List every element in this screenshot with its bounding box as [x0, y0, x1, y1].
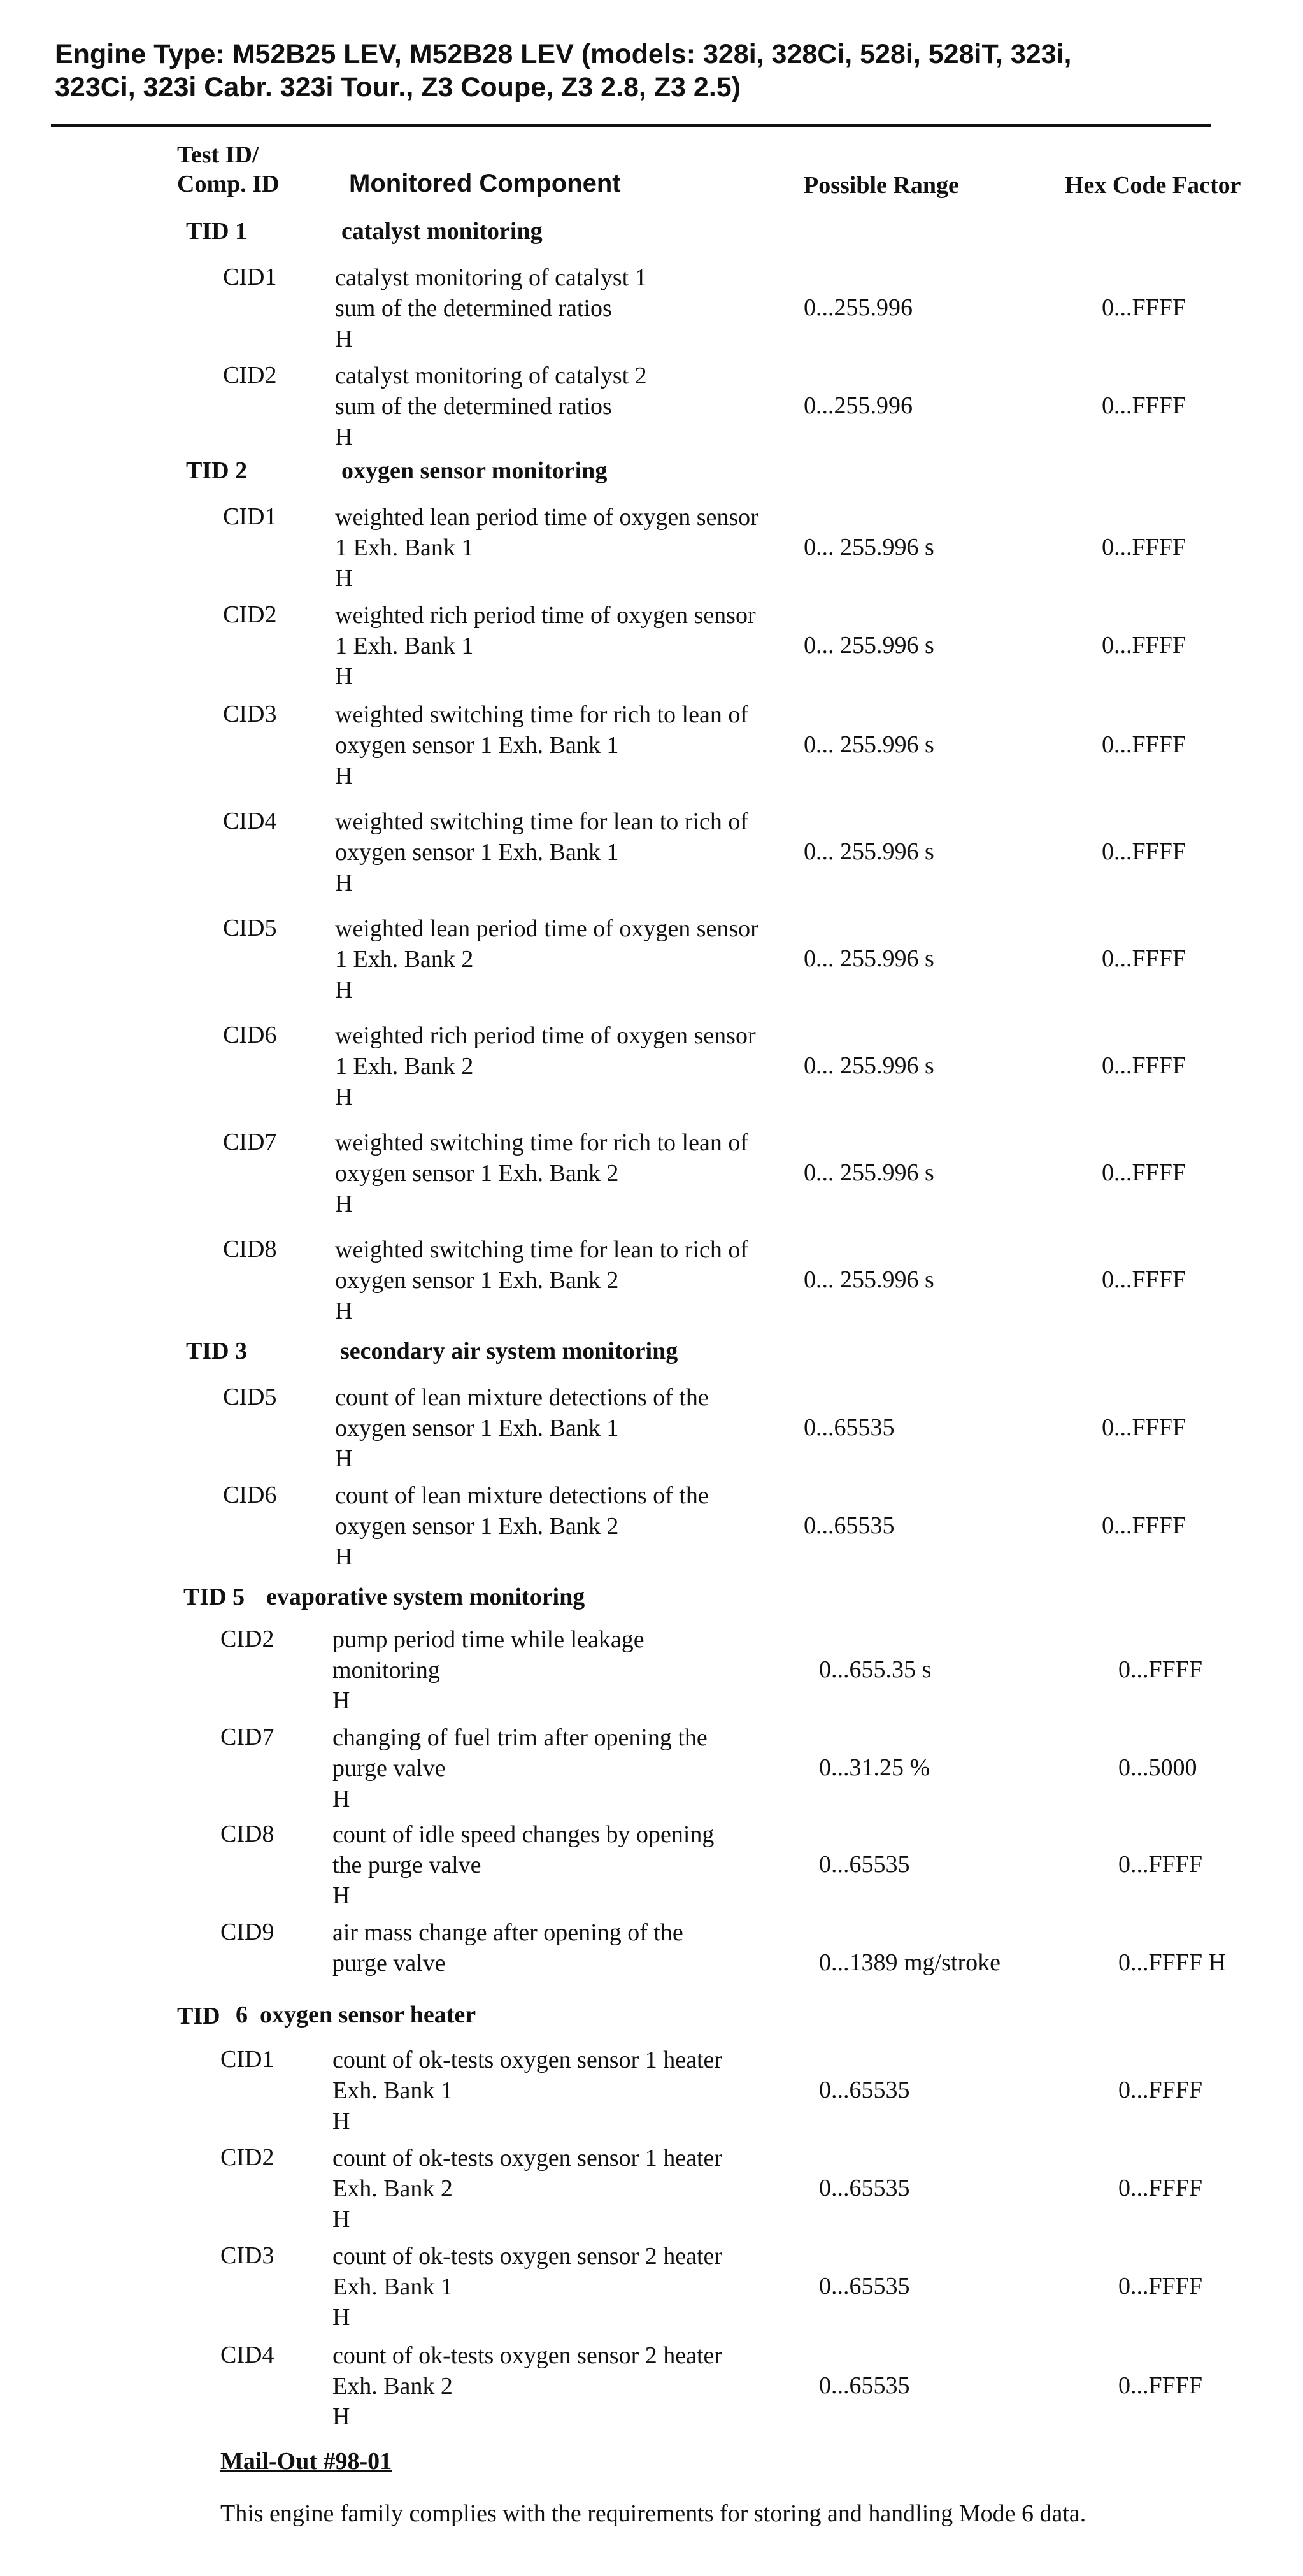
- row-range: 0...1389 mg/stroke: [819, 1949, 1000, 1976]
- row-desc-line-1: air mass change after opening of the: [332, 1919, 683, 1946]
- row-range: 0...65535: [819, 2273, 910, 2300]
- row-range: 0... 255.996 s: [804, 1159, 934, 1186]
- row-desc-line-3: H: [335, 762, 353, 789]
- row-desc-line-3: H: [332, 1882, 350, 1909]
- row-cid: CID2: [220, 2144, 274, 2171]
- row-desc-line-2: oxygen sensor 1 Exh. Bank 2: [335, 1513, 619, 1540]
- row-range: 0... 255.996 s: [804, 1052, 934, 1079]
- row-cid: CID6: [223, 1022, 277, 1048]
- header-hex-code-factor: Hex Code Factor: [1065, 172, 1241, 199]
- row-desc-line-2: oxygen sensor 1 Exh. Bank 2: [335, 1160, 619, 1187]
- section-tid: TID 1: [186, 218, 248, 245]
- row-cid: CID3: [223, 701, 277, 727]
- row-desc-line-3: H: [332, 1687, 350, 1714]
- row-hex: 0...FFFF: [1102, 1159, 1186, 1186]
- row-cid: CID1: [220, 2046, 274, 2073]
- row-range: 0...65535: [819, 2077, 910, 2103]
- compliance-note: This engine family complies with the requirements for storing and handling Mode 6 data.: [220, 2500, 1086, 2527]
- row-desc-line-3: H: [332, 2206, 350, 2233]
- section-tid: TID 3: [186, 1338, 248, 1364]
- row-range: 0...255.996: [804, 294, 913, 321]
- section-tid: TID 2: [186, 457, 248, 484]
- section-name: oxygen sensor heater: [260, 2001, 476, 2028]
- row-cid: CID9: [220, 1919, 274, 1945]
- row-hex: 0...FFFF: [1102, 1052, 1186, 1079]
- row-desc-line-1: weighted switching time for lean to rich of: [335, 808, 748, 835]
- row-cid: CID3: [220, 2242, 274, 2269]
- row-range: 0...65535: [819, 2372, 910, 2399]
- header-comp-id: Comp. ID: [177, 171, 280, 197]
- row-desc-line-1: count of ok-tests oxygen sensor 2 heater: [332, 2243, 723, 2270]
- row-desc-line-3: H: [335, 1084, 353, 1110]
- row-desc-line-1: catalyst monitoring of catalyst 2: [335, 362, 647, 389]
- row-desc-line-3: H: [335, 1445, 353, 1472]
- row-cid: CID7: [220, 1724, 274, 1750]
- row-hex: 0...FFFF: [1102, 392, 1186, 419]
- row-desc-line-2: Exh. Bank 2: [332, 2175, 453, 2202]
- row-desc-line-3: H: [335, 565, 353, 592]
- row-range: 0... 255.996 s: [804, 838, 934, 865]
- row-desc-line-3: H: [335, 1543, 353, 1570]
- row-hex: 0...5000: [1118, 1754, 1197, 1781]
- row-hex: 0...FFFF: [1118, 2077, 1203, 2103]
- row-desc-line-2: Exh. Bank 1: [332, 2077, 453, 2104]
- row-desc-line-3: H: [332, 2108, 350, 2135]
- row-desc-line-2: oxygen sensor 1 Exh. Bank 1: [335, 1415, 619, 1442]
- row-cid: CID4: [223, 808, 277, 834]
- row-range: 0...31.25 %: [819, 1754, 930, 1781]
- row-range: 0...65535: [804, 1512, 895, 1539]
- row-desc-line-1: pump period time while leakage: [332, 1626, 644, 1653]
- row-hex: 0...FFFF: [1118, 2372, 1203, 2399]
- row-desc-line-3: H: [335, 977, 353, 1003]
- row-range: 0... 255.996 s: [804, 534, 934, 561]
- row-hex: 0...FFFF: [1102, 731, 1186, 758]
- row-desc-line-2: 1 Exh. Bank 2: [335, 946, 474, 973]
- row-cid: CID1: [223, 503, 277, 530]
- mail-out-heading: Mail-Out #98-01: [220, 2448, 392, 2475]
- row-desc-line-1: weighted rich period time of oxygen sensor: [335, 1022, 756, 1049]
- row-range: 0... 255.996 s: [804, 1266, 934, 1293]
- section-tid: TID: [177, 2003, 220, 2029]
- section-tid: TID 5: [183, 1584, 245, 1610]
- row-cid: CID2: [220, 1626, 274, 1652]
- row-desc-line-2: purge valve: [332, 1950, 446, 1977]
- row-desc-line-2: sum of the determined ratios: [335, 295, 612, 322]
- row-hex: 0...FFFF: [1102, 294, 1186, 321]
- row-desc-line-2: Exh. Bank 2: [332, 2373, 453, 2400]
- row-desc-line-1: weighted lean period time of oxygen sensor: [335, 504, 758, 531]
- row-desc-line-3: H: [332, 2304, 350, 2331]
- row-desc-line-3: H: [335, 869, 353, 896]
- row-cid: CID5: [223, 1384, 277, 1410]
- section-name: secondary air system monitoring: [340, 1338, 678, 1364]
- row-range: 0... 255.996 s: [804, 945, 934, 972]
- row-hex: 0...FFFF H: [1118, 1949, 1226, 1976]
- row-hex: 0...FFFF: [1118, 1656, 1203, 1683]
- row-hex: 0...FFFF: [1102, 945, 1186, 972]
- row-desc-line-1: weighted lean period time of oxygen sensor: [335, 915, 758, 942]
- row-desc-line-1: count of ok-tests oxygen sensor 1 heater: [332, 2145, 723, 2172]
- row-hex: 0...FFFF: [1102, 1512, 1186, 1539]
- row-desc-line-2: the purge valve: [332, 1852, 481, 1878]
- row-desc-line-1: weighted switching time for rich to lean of: [335, 701, 748, 728]
- row-range: 0...65535: [819, 2175, 910, 2201]
- row-desc-line-1: count of lean mixture detections of the: [335, 1482, 709, 1509]
- row-desc-line-2: 1 Exh. Bank 2: [335, 1053, 474, 1080]
- row-cid: CID4: [220, 2342, 274, 2368]
- row-desc-line-2: sum of the determined ratios: [335, 393, 612, 420]
- row-desc-line-2: purge valve: [332, 1755, 446, 1782]
- row-range: 0... 255.996 s: [804, 632, 934, 659]
- row-hex: 0...FFFF: [1102, 1414, 1186, 1441]
- row-desc-line-2: 1 Exh. Bank 1: [335, 534, 474, 561]
- row-cid: CID2: [223, 362, 277, 389]
- row-desc-line-3: H: [335, 1191, 353, 1217]
- row-hex: 0...FFFF: [1118, 1851, 1203, 1878]
- row-desc-line-3: H: [335, 424, 353, 450]
- row-cid: CID8: [223, 1236, 277, 1263]
- row-hex: 0...FFFF: [1102, 632, 1186, 659]
- row-hex: 0...FFFF: [1118, 2175, 1203, 2201]
- row-desc-line-2: oxygen sensor 1 Exh. Bank 2: [335, 1267, 619, 1294]
- section-name: oxygen sensor monitoring: [341, 457, 608, 484]
- row-desc-line-3: H: [335, 663, 353, 690]
- row-desc-line-2: 1 Exh. Bank 1: [335, 633, 474, 659]
- row-desc-line-3: H: [335, 1298, 353, 1324]
- header-monitored-component: Monitored Component: [349, 169, 621, 197]
- row-desc-line-2: oxygen sensor 1 Exh. Bank 1: [335, 732, 619, 759]
- row-desc-line-2: monitoring: [332, 1657, 440, 1684]
- row-desc-line-1: count of lean mixture detections of the: [335, 1384, 709, 1411]
- row-cid: CID1: [223, 264, 277, 290]
- row-range: 0... 255.996 s: [804, 731, 934, 758]
- row-cid: CID5: [223, 915, 277, 941]
- section-name: catalyst monitoring: [341, 218, 543, 245]
- row-desc-line-2: Exh. Bank 1: [332, 2273, 453, 2300]
- row-range: 0...655.35 s: [819, 1656, 932, 1683]
- row-desc-line-1: count of ok-tests oxygen sensor 2 heater: [332, 2342, 723, 2369]
- header-test-id: Test ID/: [177, 141, 259, 168]
- row-desc-line-1: count of ok-tests oxygen sensor 1 heater: [332, 2047, 723, 2073]
- row-desc-line-1: weighted switching time for lean to rich of: [335, 1236, 748, 1263]
- title-divider: [51, 124, 1211, 127]
- row-hex: 0...FFFF: [1102, 1266, 1186, 1293]
- row-cid: CID6: [223, 1482, 277, 1508]
- row-desc-line-1: weighted switching time for rich to lean of: [335, 1129, 748, 1156]
- row-range: 0...255.996: [804, 392, 913, 419]
- title-line-2: 323Ci, 323i Cabr. 323i Tour., Z3 Coupe, Z3 2.8, Z3 2.5): [55, 72, 741, 103]
- header-possible-range: Possible Range: [804, 172, 959, 199]
- row-cid: CID7: [223, 1129, 277, 1156]
- row-hex: 0...FFFF: [1102, 838, 1186, 865]
- row-range: 0...65535: [804, 1414, 895, 1441]
- row-desc-line-3: H: [332, 2403, 350, 2430]
- row-cid: CID2: [223, 601, 277, 628]
- row-desc-line-1: count of idle speed changes by opening: [332, 1821, 715, 1848]
- row-desc-line-3: H: [335, 326, 353, 352]
- section-name: evaporative system monitoring: [266, 1584, 585, 1610]
- row-cid: CID8: [220, 1821, 274, 1847]
- row-hex: 0...FFFF: [1118, 2273, 1203, 2300]
- row-desc-line-2: oxygen sensor 1 Exh. Bank 1: [335, 839, 619, 866]
- row-desc-line-3: H: [332, 1785, 350, 1812]
- row-desc-line-1: weighted rich period time of oxygen sensor: [335, 602, 756, 629]
- row-desc-line-1: catalyst monitoring of catalyst 1: [335, 264, 647, 291]
- row-hex: 0...FFFF: [1102, 534, 1186, 561]
- row-range: 0...65535: [819, 1851, 910, 1878]
- row-desc-line-1: changing of fuel trim after opening the: [332, 1724, 708, 1751]
- section-tid-number: 6: [236, 2001, 248, 2028]
- title-line-1: Engine Type: M52B25 LEV, M52B28 LEV (models: 328i, 328Ci, 528i, 528iT, 323i,: [55, 39, 1072, 69]
